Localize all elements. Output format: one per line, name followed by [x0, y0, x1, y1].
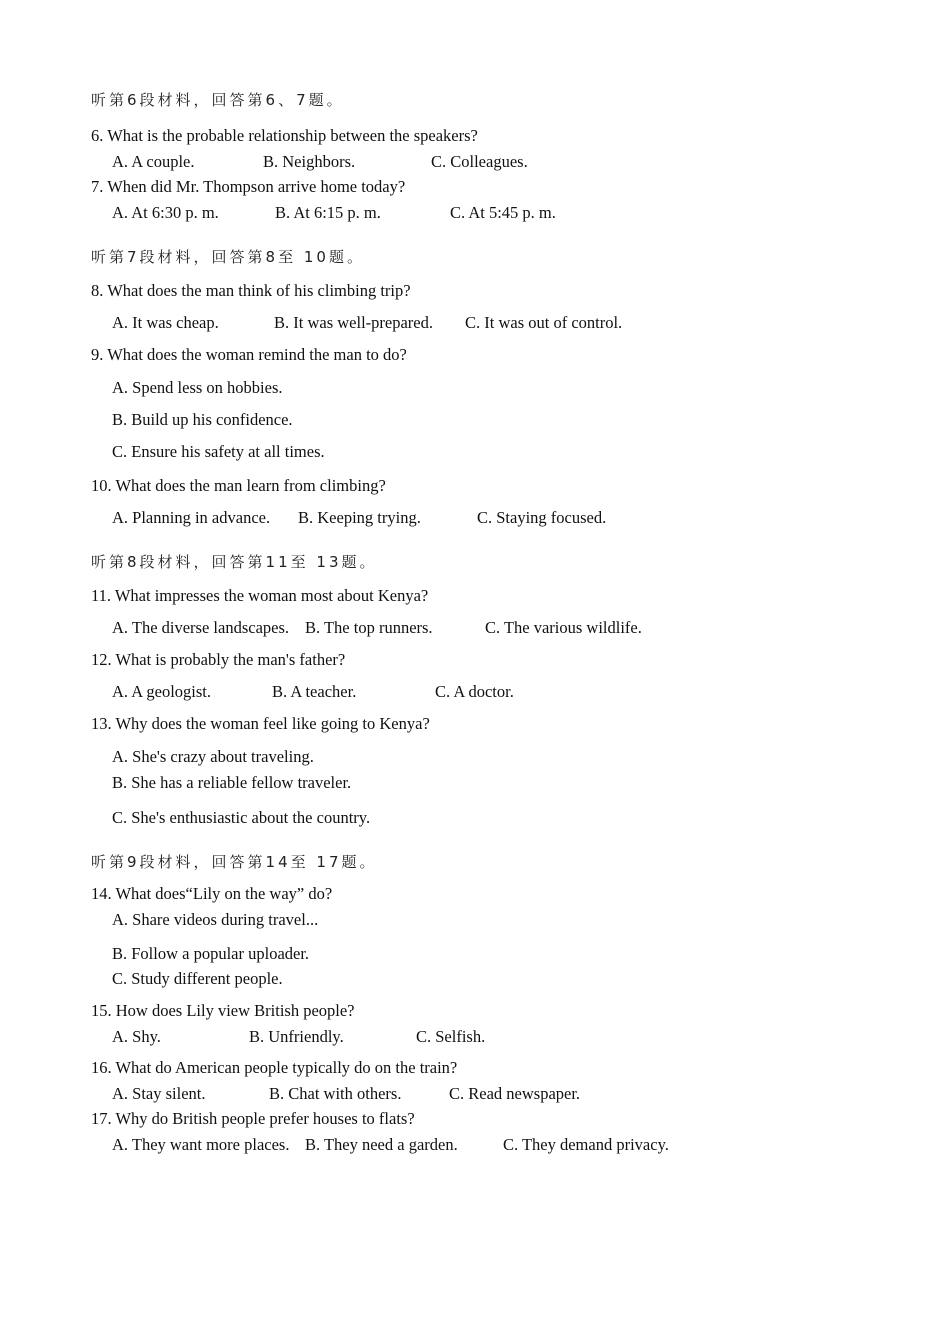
q10-option-b: B. Keeping trying.	[298, 508, 421, 527]
question-12: 12. What is probably the man's father?	[91, 650, 346, 669]
question-7: 7. When did Mr. Thompson arrive home today?	[91, 177, 406, 196]
q17-option-a: A. They want more places.	[112, 1135, 290, 1154]
q8-option-b: B. It was well-prepared.	[274, 313, 433, 332]
q14-option-a: A. Share videos during travel...	[112, 910, 319, 929]
q7-option-b: B. At 6:15 p. m.	[275, 203, 381, 222]
q15-option-a: A. Shy.	[112, 1027, 161, 1046]
q13-option-a: A. She's crazy about traveling.	[112, 747, 314, 766]
q12-option-a: A. A geologist.	[112, 682, 212, 701]
question-6: 6. What is the probable relationship between the speakers?	[91, 126, 478, 145]
q15-option-c: C. Selfish.	[416, 1027, 486, 1046]
section-header-9: 听第9段材料，回答第14至 17题。	[91, 853, 378, 871]
q11-option-b: B. The top runners.	[305, 618, 433, 637]
q10-option-c: C. Staying focused.	[477, 508, 607, 527]
question-17: 17. Why do British people prefer houses to flats?	[91, 1109, 415, 1128]
question-9: 9. What does the woman remind the man to do?	[91, 345, 407, 364]
q9-option-b: B. Build up his confidence.	[112, 410, 293, 429]
q9-option-a: A. Spend less on hobbies.	[112, 378, 283, 397]
q9-option-c: C. Ensure his safety at all times.	[112, 442, 325, 461]
question-8: 8. What does the man think of his climbing trip?	[91, 281, 411, 300]
q17-option-c: C. They demand privacy.	[503, 1135, 669, 1154]
section-header-8: 听第8段材料，回答第11至 13题。	[91, 553, 378, 571]
q12-option-c: C. A doctor.	[435, 682, 514, 701]
q15-option-b: B. Unfriendly.	[249, 1027, 344, 1046]
q13-option-c: C. She's enthusiastic about the country.	[112, 808, 371, 827]
q17-option-b: B. They need a garden.	[305, 1135, 458, 1154]
q14-option-b: B. Follow a popular uploader.	[112, 944, 310, 963]
question-16: 16. What do American people typically do on the train?	[91, 1058, 458, 1077]
q16-option-c: C. Read newspaper.	[449, 1084, 581, 1103]
question-15: 15. How does Lily view British people?	[91, 1001, 355, 1020]
section-header-7: 听第7段材料，回答第8至 10题。	[91, 248, 365, 266]
q10-option-a: A. Planning in advance.	[112, 508, 271, 527]
q12-option-b: B. A teacher.	[272, 682, 357, 701]
question-11: 11. What impresses the woman most about Kenya?	[91, 586, 429, 605]
q14-option-c: C. Study different people.	[112, 969, 283, 988]
q6-option-b: B. Neighbors.	[263, 152, 356, 171]
q13-option-b: B. She has a reliable fellow traveler.	[112, 773, 352, 792]
q8-option-a: A. It was cheap.	[112, 313, 219, 332]
q16-option-b: B. Chat with others.	[269, 1084, 402, 1103]
q8-option-c: C. It was out of control.	[465, 313, 623, 332]
q6-option-c: C. Colleagues.	[431, 152, 528, 171]
q6-option-a: A. A couple.	[112, 152, 195, 171]
q7-option-c: C. At 5:45 p. m.	[450, 203, 556, 222]
question-14: 14. What does“Lily on the way” do?	[91, 884, 333, 903]
q16-option-a: A. Stay silent.	[112, 1084, 206, 1103]
section-header-6: 听第6段材料，回答第6、7题。	[91, 91, 345, 109]
q11-option-a: A. The diverse landscapes.	[112, 618, 290, 637]
q7-option-a: A. At 6:30 p. m.	[112, 203, 219, 222]
question-13: 13. Why does the woman feel like going to Kenya?	[91, 714, 430, 733]
question-10: 10. What does the man learn from climbing?	[91, 476, 386, 495]
q11-option-c: C. The various wildlife.	[485, 618, 642, 637]
